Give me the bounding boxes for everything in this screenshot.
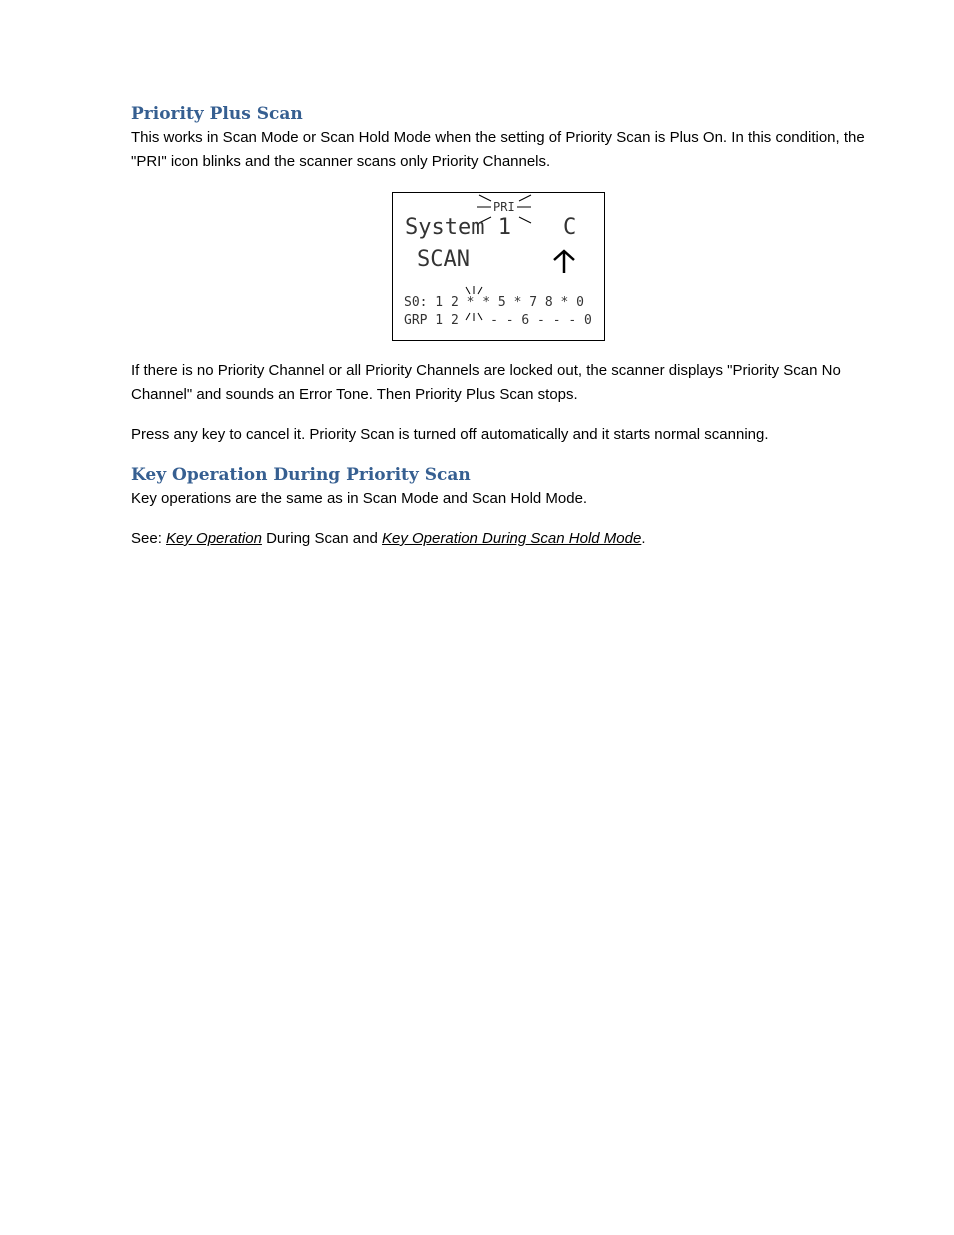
lcd-group-row: GRP 1 2 - - 6 - - - 0 bbox=[404, 313, 592, 328]
paragraph-intro: This works in Scan Mode or Scan Hold Mode when the setting of Priority Scan is Plus On. In this condition, the "PRI" icon blinks and the scanner scans only Priority Channels. bbox=[131, 129, 865, 170]
up-arrow-icon bbox=[554, 251, 574, 273]
lcd-display bbox=[392, 192, 605, 341]
paragraph-no-channel: If there is no Priority Channel or all Priority Channels are locked out, the scanner displays "Priority Scan No Channel" and sounds an Error Tone. Then Priority Plus Scan stops. bbox=[131, 362, 841, 403]
lcd-mode: SCAN bbox=[417, 247, 470, 272]
lcd-figure bbox=[131, 192, 891, 341]
see-prefix: See: bbox=[131, 530, 167, 547]
see-mid: During Scan and bbox=[261, 530, 382, 547]
section-heading-key-operation: Key Operation During Priority Scan bbox=[131, 465, 471, 485]
lcd-system-name: System 1 bbox=[405, 215, 511, 240]
link-key-operation[interactable]: Key Operation bbox=[166, 530, 262, 547]
pri-icon: PRI bbox=[493, 200, 515, 214]
paragraph-cancel: Press any key to cancel it. Priority Scan is turned off automatically and it starts normal scanning. bbox=[131, 426, 769, 443]
section-heading-priority-plus-scan: Priority Plus Scan bbox=[131, 104, 303, 124]
lcd-line1-right: C bbox=[563, 215, 577, 240]
document-page bbox=[131, 102, 891, 551]
link-key-operation-scan-hold[interactable]: Key Operation During Scan Hold Mode bbox=[382, 530, 642, 547]
paragraph-key-ops: Key operations are the same as in Scan Mode and Scan Hold Mode. bbox=[131, 490, 588, 507]
see-suffix: . bbox=[641, 530, 646, 547]
lcd-system-row: S0: 1 2 * * 5 * 7 8 * 0 bbox=[404, 295, 585, 310]
paragraph-see-also bbox=[131, 527, 891, 551]
